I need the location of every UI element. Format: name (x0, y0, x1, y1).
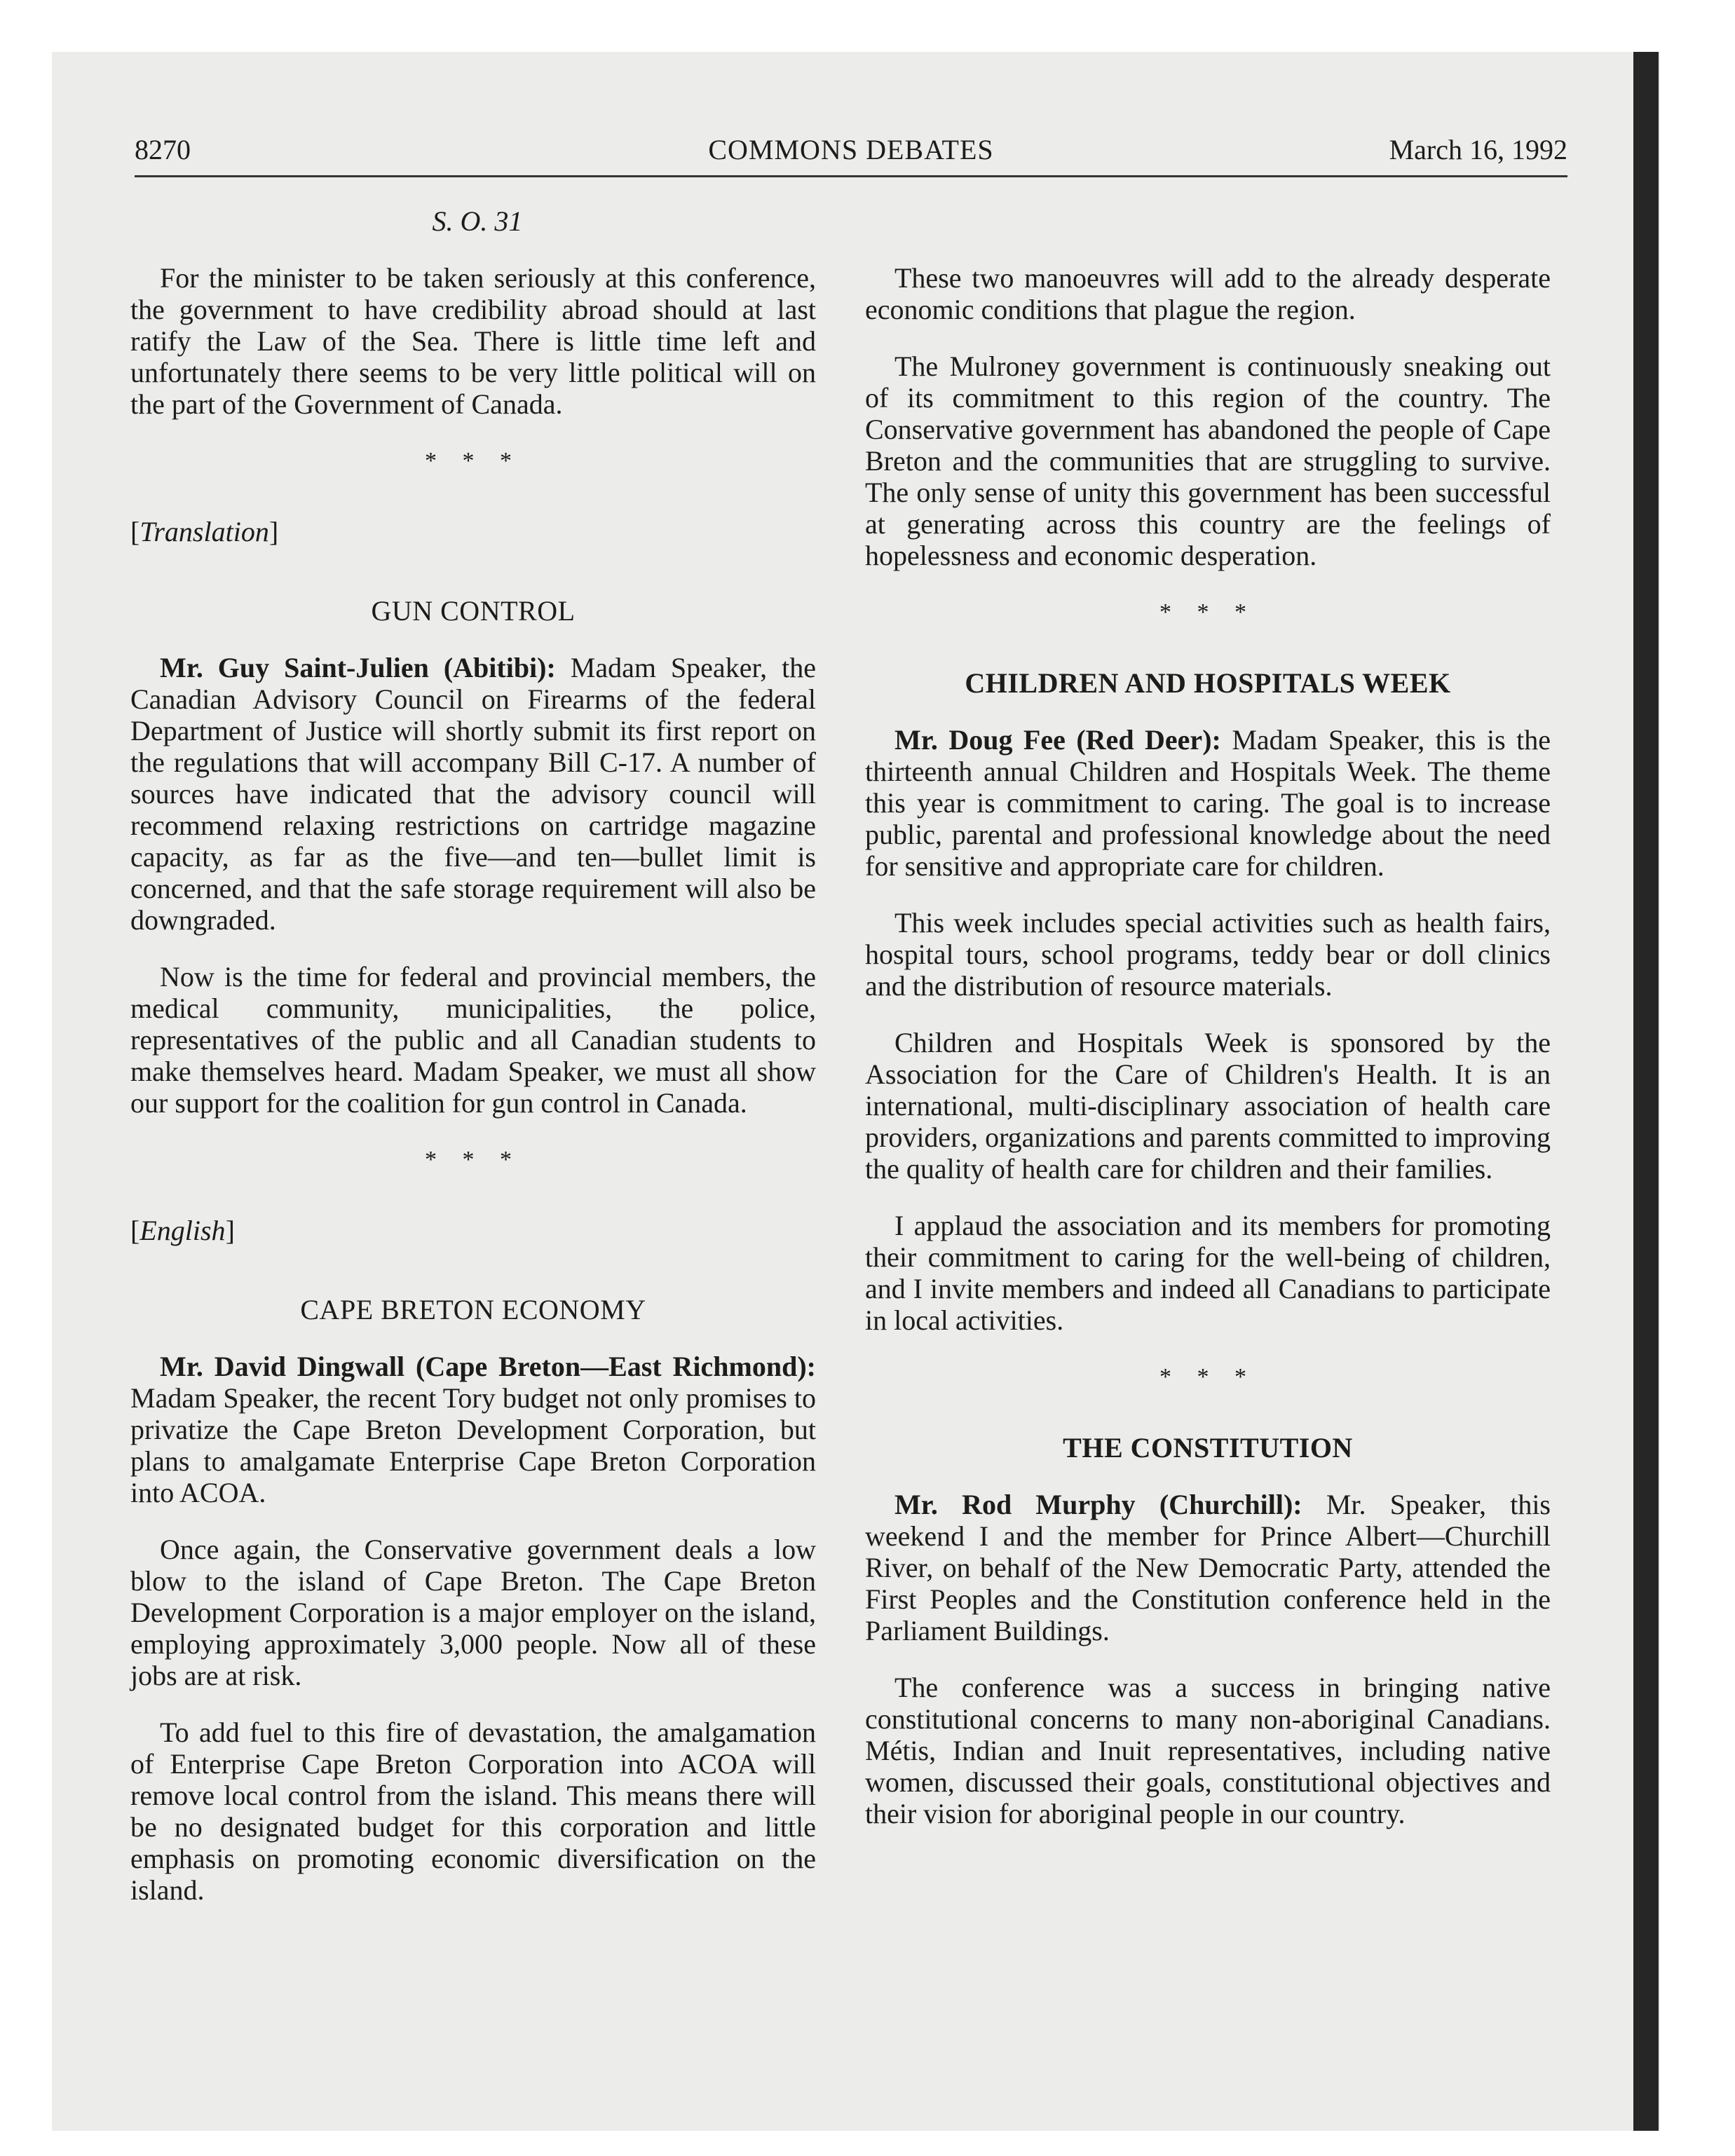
section-separator: * * * (425, 1147, 522, 1173)
left-column (130, 262, 816, 1931)
paragraph: Mr. Doug Fee (Red Deer): Madam Speaker, this is the thirteenth annual Children and Hospitals Week. The theme this year is commitment to caring. The goal is to increase public, parental and professional knowledge about the need for sensitive and appropriate care for children. (865, 724, 1551, 882)
language-marker: [English] (130, 1215, 235, 1246)
paragraph: I applaud the association and its members for promoting their commitment to caring for the well-being of children, and I invite members and indeed all Canadians to participate in local activities. (865, 1210, 1551, 1336)
page-header (135, 130, 1567, 177)
paragraph: Children and Hospitals Week is sponsored by the Association for the Care of Children's Health. It is an international, multi-disciplinary association of health care providers, organizations and parents committed to improving the quality of health care for children and their families. (865, 1027, 1551, 1185)
page-number: 8270 (135, 134, 191, 165)
right-column (865, 262, 1551, 1855)
paragraph: Once again, the Conservative government deals a low blow to the island of Cape Breton. The Cape Breton Development Corporation is a major employer on the island, employing approximately 3,000 people. Now all of these jobs are at risk. (130, 1534, 816, 1691)
publication-title: COMMONS DEBATES (708, 134, 994, 165)
speaker-name: Mr. Doug Fee (Red Deer): (894, 724, 1221, 756)
section-heading: GUN CONTROL (371, 595, 576, 627)
paragraph: Mr. Guy Saint-Julien (Abitibi): Madam Speaker, the Canadian Advisory Council on Firearms of the federal Department of Justice will shortly submit its first report on the regulations that will accompany Bill C-17. A number of sources have indicated that the advisory council will recommend relaxing restrictions on cartridge magazine capacity, as far as the five—and ten—bullet limit is concerned, and that the safe storage requirement will also be downgraded. (130, 652, 816, 936)
section-separator: * * * (425, 448, 522, 474)
paragraph: The conference was a success in bringing native constitutional concerns to many non-aboriginal Canadians. Métis, Indian and Inuit representatives, including native women, discussed their goals, constitutional objectives and their vision for aboriginal people in our country. (865, 1672, 1551, 1829)
paragraph: Now is the time for federal and provincial members, the medical community, municipalities, the police, representatives of the public and all Canadian students to make themselves heard. Madam Speaker, we must all show our support for the coalition for gun control in Canada. (130, 961, 816, 1119)
speaker-name: Mr. David Dingwall (Cape Breton—East Richmond): (160, 1351, 816, 1382)
section-label: S. O. 31 (432, 205, 523, 237)
section-heading: THE CONSTITUTION (1063, 1432, 1353, 1464)
paragraph: To add fuel to this fire of devastation, the amalgamation of Enterprise Cape Breton Corporation into ACOA will remove local control from the island. This means there will be no designated budget for this corporation and little emphasis on promoting economic diversification on the island. (130, 1717, 816, 1906)
paragraph: Mr. Rod Murphy (Churchill): Mr. Speaker, this weekend I and the member for Prince Albert—Churchill River, on behalf of the New Democratic Party, attended the First Peoples and the Constitution conference held in the Parliament Buildings. (865, 1489, 1551, 1646)
paragraph: The Mulroney government is continuously sneaking out of its commitment to this region of the country. The Conservative government has abandoned the people of Cape Breton and the communities that are struggling to survive. The only sense of unity this government has been successful at generating across this country are the feelings of hopelessness and economic desperation. (865, 350, 1551, 571)
section-heading: CAPE BRETON ECONOMY (300, 1294, 646, 1325)
speaker-name: Mr. Guy Saint-Julien (Abitibi): (160, 652, 556, 683)
language-marker: [Translation] (130, 516, 279, 547)
scan-edge-bar (1633, 52, 1659, 2131)
speaker-name: Mr. Rod Murphy (Churchill): (894, 1489, 1302, 1520)
section-separator: * * * (1159, 599, 1256, 625)
section-heading: CHILDREN AND HOSPITALS WEEK (965, 667, 1451, 699)
page-date: March 16, 1992 (1389, 134, 1567, 165)
paragraph: For the minister to be taken seriously at this conference, the government to have credibility abroad should at last ratify the Law of the Sea. There is little time left and unfortunately there seems to be very little political will on the part of the Government of Canada. (130, 262, 816, 420)
paragraph: These two manoeuvres will add to the already desperate economic conditions that plague the region. (865, 262, 1551, 325)
paragraph: Mr. David Dingwall (Cape Breton—East Richmond): Madam Speaker, the recent Tory budget not only promises to privatize the Cape Breton Development Corporation, but plans to amalgamate Enterprise Cape Breton Corporation into ACOA. (130, 1351, 816, 1508)
section-separator: * * * (1159, 1364, 1256, 1390)
paragraph: This week includes special activities such as health fairs, hospital tours, school programs, teddy bear or doll clinics and the distribution of resource materials. (865, 907, 1551, 1002)
